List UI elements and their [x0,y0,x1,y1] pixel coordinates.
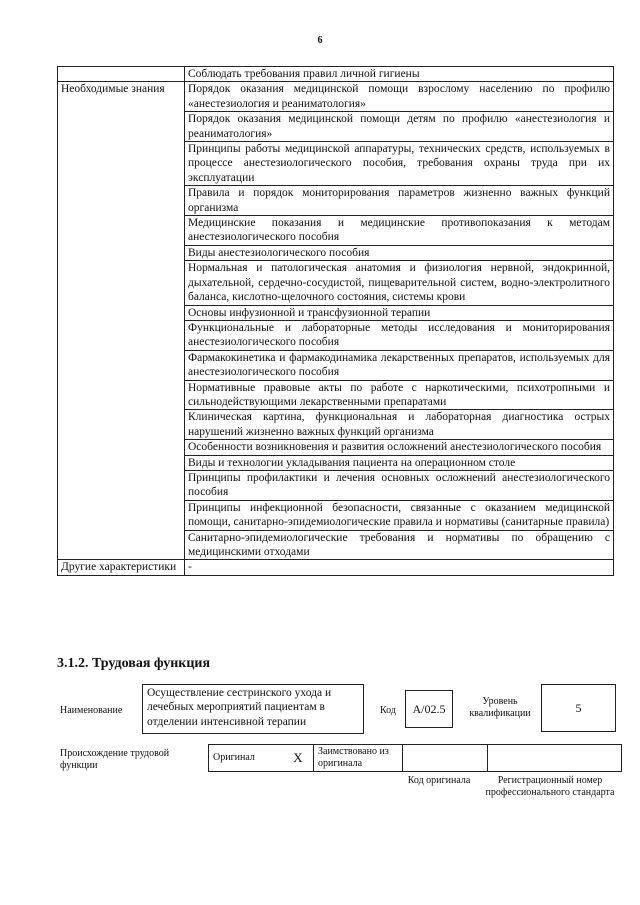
knowledge-item: Порядок оказания медицинской помощи взрослому населению по профилю «анестезиология и реаниматология» [185,82,614,112]
knowledge-item: Медицинские показания и медицинские противопоказания к методам анестезиологического пособия [185,216,614,246]
other-category-cell: Другие характеристики [58,560,185,575]
empty-category-cell [58,67,185,82]
qualification-level-box: 5 [541,684,616,732]
requirements-table [57,66,614,576]
knowledge-item: Принципы профилактики и лечения основных осложнений анестезиологического пособия [185,470,614,500]
original-code-caption: Код оригинала [407,775,471,786]
knowledge-item: Нормальная и патологическая анатомия и физиология нервной, эндокринной, дыхательной, сердечно-сосудистой, пищеварительной систем, водно-электролитного баланса, кислотно-щелочного состояния, системы крови [185,261,614,305]
section-heading: 3.1.2. Трудовая функция [57,656,211,671]
knowledge-item: Фармакокинетика и фармакодинамика лекарственных препаратов, используемых для анестезиологического пособия [185,350,614,380]
registration-number-cell [488,745,622,772]
other-value-cell: - [185,560,614,575]
borrowed-label: Заимствовано из оригинала [314,745,403,772]
knowledge-item: Клиническая картина, функциональная и лабораторная диагностика острых нарушений жизненно важных функций организма [185,410,614,440]
table-row [58,67,614,82]
original-label: Оригинал [209,745,284,772]
original-code-cell [403,745,488,772]
code-box: A/02.5 [405,690,453,728]
knowledge-item: Основы инфузионной и трансфузионной терапии [185,305,614,320]
knowledge-item: Санитарно-эпидемиологические требования и нормативы по обращению с медицинскими отходами [185,530,614,560]
knowledge-item: Нормативные правовые акты по работе с наркотическими, психотропными и сильнодействующими лекарственными препаратами [185,380,614,410]
code-label: Код [380,705,396,716]
origin-table [208,744,622,772]
skill-cell: Соблюдать требования правил личной гигиены [185,67,614,82]
knowledge-item: Принципы работы медицинской аппаратуры, технических средств, используемых в процессе анестезиологического пособия, требования охраны труда при их эксплуатации [185,142,614,186]
registration-number-caption: Регистрационный номер профессионального стандарта [485,775,615,798]
function-name-box: Осуществление сестринского ухода и лечебных мероприятий пациентам в отделении интенсивной терапии [142,684,364,734]
origin-label: Происхождение трудовой функции [60,748,170,771]
knowledge-item: Виды и технологии укладывания пациента на операционном столе [185,455,614,470]
knowledge-item: Особенности возникновения и развития осложнений анестезиологического пособия [185,440,614,455]
original-mark: X [283,745,314,772]
knowledge-item: Порядок оказания медицинской помощи детям по профилю «анестезиология и реаниматология» [185,112,614,142]
name-label: Наименование [60,705,123,716]
table-row [58,82,614,112]
table-row [58,560,614,575]
knowledge-item: Принципы инфекционной безопасности, связанные с оказанием медицинской помощи, санитарно-эпидемиологические правила и нормативы (санитарные правила) [185,500,614,530]
knowledge-item: Виды анестезиологического пособия [185,245,614,260]
page-number: 6 [317,35,323,46]
qualification-level-label: Уровень квалификации [469,696,531,719]
knowledge-category-cell: Необходимые знания [58,82,185,560]
knowledge-item: Функциональные и лабораторные методы исследования и мониторирования анестезиологического пособия [185,320,614,350]
knowledge-item: Правила и порядок мониторирования параметров жизненно важных функций организма [185,186,614,216]
